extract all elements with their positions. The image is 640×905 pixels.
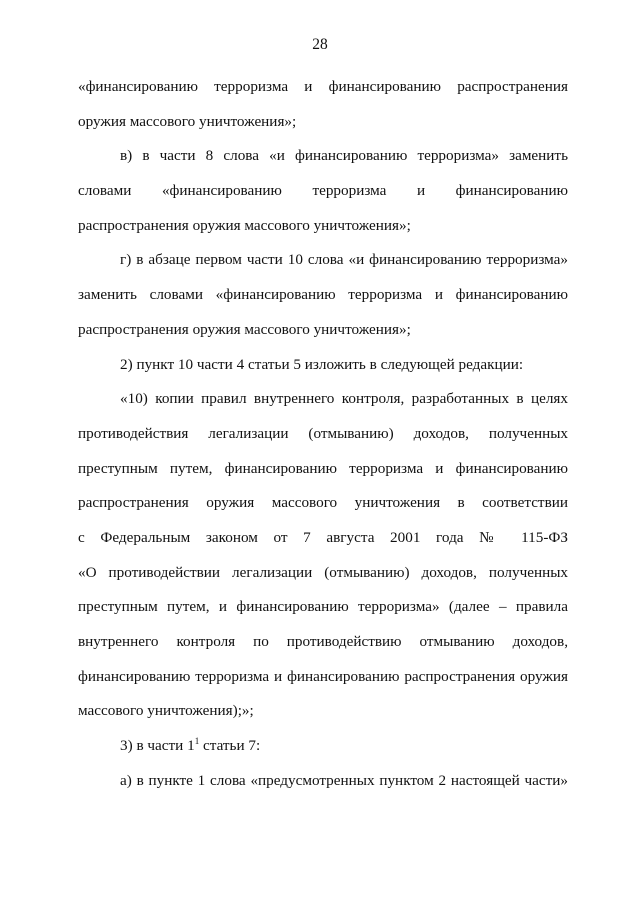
text-line: «О противодействии легализации (отмыванию) доходов, полученных [78,563,568,581]
superscript: 1 [194,736,200,747]
text-line: распространения оружия массового уничтожения»; [78,216,411,234]
text-line: «финансированию терроризма и финансированию распространения [78,78,568,95]
text-line: финансированию терроризма и финансированию распространения оружия [78,667,568,685]
text-line [78,729,568,764]
text-line: оружия массового уничтожения»; [78,112,297,130]
text-line-part: статьи 7: [199,737,261,755]
text-line: распространения оружия массового уничтожения»; [78,320,411,338]
text-line: а) в пункте 1 слова «предусмотренных пунктом 2 настоящей части» [120,771,568,789]
document-body [78,70,568,798]
text-line: г) в абзаце первом части 10 слова «и финансированию терроризма» [120,251,568,269]
text-line: внутреннего контроля по противодействию отмыванию доходов, [78,633,568,650]
text-line: массового уничтожения);»; [78,702,254,720]
text-line: преступным путем, финансированию терроризма и финансированию [78,459,568,477]
text-line: преступным путем, и финансированию терроризма» (далее – правила [78,598,568,616]
text-line: 2) пункт 10 части 4 статьи 5 изложить в следующей редакции: [120,355,524,373]
text-line: противодействия легализации (отмыванию) доходов, полученных [78,424,568,442]
text-line: словами «финансированию терроризма и финансированию [78,182,568,200]
page-number: 28 [312,36,328,53]
text-line: «10) копии правил внутреннего контроля, разработанных в целях [120,390,568,408]
text-line: распространения оружия массового уничтожения в соответствии [78,494,568,512]
text-line: заменить словами «финансированию терроризма и финансированию [78,286,568,304]
text-line: в) в части 8 слова «и финансированию терроризма» заменить [120,147,568,165]
text-line-part: 3) в части 1 [120,737,195,755]
text-line: с Федеральным законом от 7 августа 2001 года № 115-ФЗ [78,528,568,546]
